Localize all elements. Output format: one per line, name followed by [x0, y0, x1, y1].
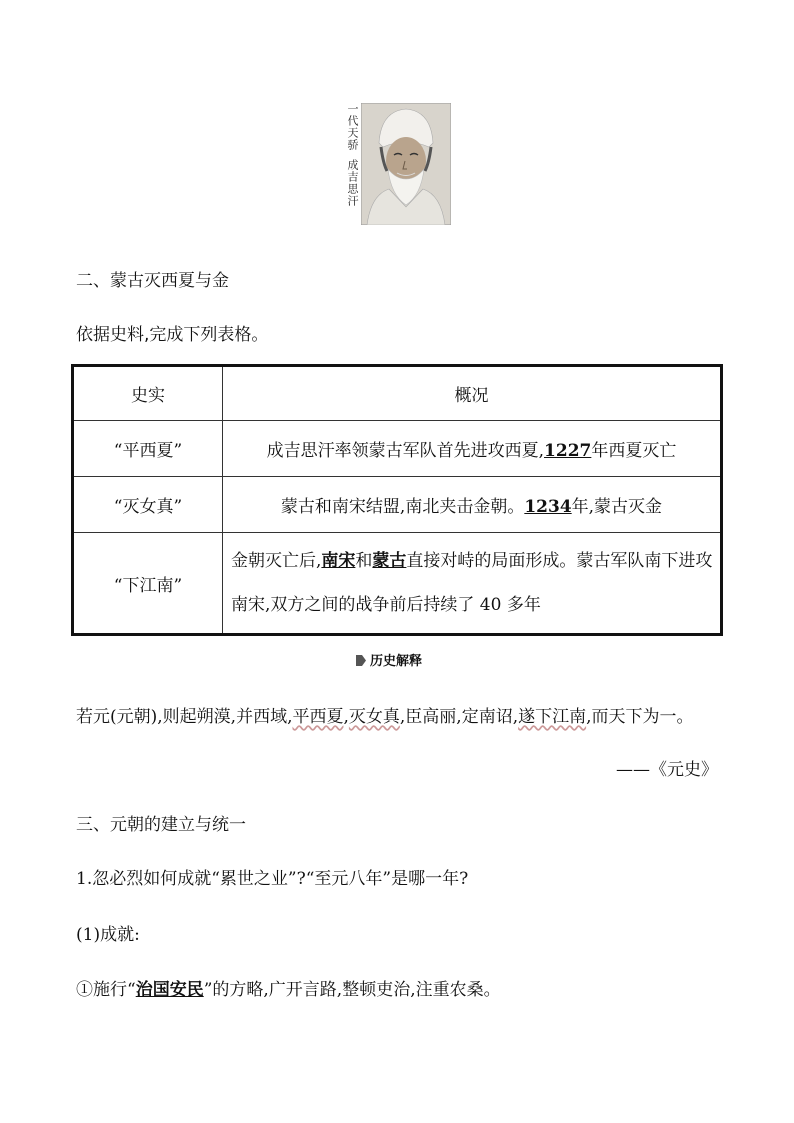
history-facts-table [71, 364, 723, 636]
table-header-row [73, 366, 722, 421]
portrait-caption-line2: 成吉思汗 [346, 159, 359, 207]
section2-heading: 二、蒙古灭西夏与金 [76, 271, 229, 291]
detail-text: 金朝灭亡后, [231, 551, 322, 571]
question-1-sub1: (1)成就: [76, 925, 140, 945]
section2-instruction: 依据史料,完成下列表格。 [76, 325, 269, 345]
table-event-cell: “灭女真” [73, 477, 223, 533]
portrait-figure [343, 103, 451, 225]
table-row [73, 477, 722, 533]
quote-emphasis: 遂下江南 [518, 707, 587, 727]
answer-blank: 蒙古 [372, 551, 407, 571]
portrait-caption-line1: 一代天骄 [346, 103, 359, 151]
detail-text: 和 [355, 551, 373, 571]
quote-text: ,臣高丽,定南诏, [399, 707, 519, 727]
table-event-cell: “平西夏” [73, 421, 223, 477]
genghis-khan-portrait-image [361, 103, 451, 225]
answer-blank: 1234 [524, 497, 572, 517]
answer-blank: 治国安民 [135, 980, 204, 1000]
quote-text: 若元(元朝),则起朔漠,并西域, [76, 707, 293, 727]
quote-text: , [343, 707, 349, 727]
section3-heading: 三、元朝的建立与统一 [76, 815, 246, 835]
quote-emphasis: 平西夏 [292, 707, 344, 727]
table-header-cell: 史实 [73, 366, 223, 421]
detail-text: 蒙古和南宋结盟,南北夹击金朝。 [280, 497, 525, 517]
achievement-item-1 [76, 975, 501, 1000]
quote-emphasis: 灭女真 [348, 707, 400, 727]
table-row [73, 533, 722, 635]
detail-text: 直接对峙的局面形成。蒙古军队南下进攻南宋,双方之间的战争前后持续了 40 多年 [231, 551, 713, 615]
history-interpretation-label [356, 650, 422, 669]
quote-text: ,而天下为一。 [586, 707, 694, 727]
item-text: ”的方略,广开言路,整顿吏治,注重农桑。 [203, 980, 501, 1000]
quote-source: ——《元史》 [616, 760, 718, 780]
answer-blank: 1227 [544, 441, 592, 461]
table-row [73, 421, 722, 477]
detail-text: 成吉思汗率领蒙古军队首先进攻西夏, [266, 441, 545, 461]
table-detail-cell [223, 477, 722, 533]
table-event-cell: “下江南” [73, 533, 223, 635]
detail-text: 年,蒙古灭金 [571, 497, 663, 517]
table-detail-cell [223, 421, 722, 477]
history-interpretation-text: 历史解释 [370, 654, 423, 669]
table-header-cell: 概况 [223, 366, 722, 421]
table-detail-cell [223, 533, 722, 635]
portrait-caption [343, 103, 359, 225]
yuanshi-quote [76, 702, 694, 727]
detail-text: 年西夏灭亡 [591, 441, 677, 461]
question-1: 1.忽必烈如何成就“累世之业”?“至元八年”是哪一年? [76, 869, 469, 889]
item-text: ①施行“ [76, 980, 136, 1000]
answer-blank: 南宋 [321, 551, 356, 571]
flag-icon [356, 655, 366, 666]
